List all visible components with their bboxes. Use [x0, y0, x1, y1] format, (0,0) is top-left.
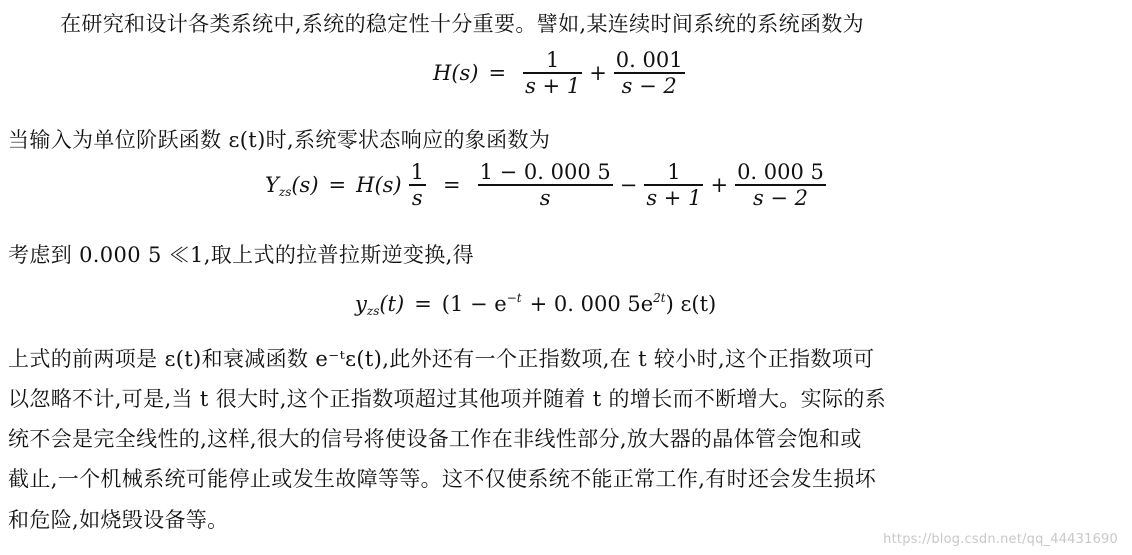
eq1-lhs: H(s): [433, 60, 479, 85]
eq3-lhs-subscript: zs: [366, 304, 380, 318]
eq2-equals-1: =: [328, 172, 347, 197]
eq2-h: H(s): [356, 172, 402, 197]
paragraph-discussion-line-3: 统不会是完全线性的,这样,很大的信号将使设备工作在非线性部分,放大器的晶体管会饱和或: [8, 427, 862, 451]
eq2-f1-denominator: s: [539, 185, 551, 210]
paragraph-intro: 在研究和设计各类系统中,系统的稳定性十分重要。譬如,某连续时间系统的系统函数为: [60, 12, 864, 36]
eq2-f3-numerator: 0. 000 5: [737, 160, 824, 184]
eq1-f2-denominator: s − 2: [621, 73, 677, 98]
eq3-term-b-exponent: 2t: [653, 291, 666, 305]
paragraph-discussion-line-4: 截止,一个机械系统可能停止或发生故障等等。这不仅使系统不能正常工作,有时还会发生损坏: [8, 467, 877, 491]
eq3-term-b: + 0. 000 5e: [529, 292, 654, 316]
equation-system-function: [433, 48, 692, 98]
paragraph-discussion-line-5: 和危险,如烧毁设备等。: [8, 508, 229, 532]
eq3-term-c: ) ε(t): [665, 292, 717, 316]
eq2-plus: +: [710, 172, 729, 197]
equation-zero-state-response: [265, 160, 833, 210]
paragraph-discussion-line-2: 以忽略不计,可是,当 t 很大时,这个正指数项超过其他项并随着 t 的增长而不断增大。实际的系: [8, 387, 887, 411]
paragraph-inverse-laplace: 考虑到 0.000 5 ≪1,取上式的拉普拉斯逆变换,得: [8, 243, 475, 267]
eq2-minus: −: [619, 172, 638, 197]
eq2-fraction-3: [735, 160, 826, 210]
eq2-lhs-subscript: zs: [278, 184, 292, 199]
eq3-term-a: (1 − e: [441, 292, 507, 316]
eq1-fraction-1: [523, 48, 582, 98]
watermark: https://blog.csdn.net/qq_44431690: [883, 532, 1118, 547]
eq2-f2-numerator: 1: [667, 160, 681, 184]
eq2-f1-numerator: 1 − 0. 000 5: [479, 160, 611, 184]
eq2-fraction-1: [478, 160, 613, 210]
eq3-lhs-argument: (t): [379, 292, 405, 316]
eq2-f2-denominator: s + 1: [646, 185, 702, 210]
eq1-f1-numerator: 1: [545, 48, 560, 72]
eq1-equals: =: [488, 60, 507, 85]
eq3-term-a-exponent: −t: [506, 291, 522, 305]
eq1-plus: +: [589, 60, 607, 85]
eq2-lhs-symbol: Y: [265, 172, 279, 197]
equation-time-domain-response: [355, 290, 716, 318]
eq2-f0-denominator: s: [411, 185, 423, 210]
paragraph-discussion-line-1: 上式的前两项是 ε(t)和衰减函数 e⁻ᵗε(t),此外还有一个正指数项,在 t 较小时,这个正指数项可: [8, 347, 875, 371]
eq2-f3-denominator: s − 2: [752, 185, 809, 210]
eq1-f1-denominator: s + 1: [525, 73, 581, 98]
paragraph-step-input: 当输入为单位阶跃函数 ε(t)时,系统零状态响应的象函数为: [8, 128, 551, 152]
eq2-equals-2: =: [443, 172, 461, 197]
eq3-lhs-symbol: y: [355, 292, 367, 316]
eq2-lhs-argument: (s): [291, 172, 319, 197]
eq1-f2-numerator: 0. 001: [615, 48, 683, 72]
eq2-f0-numerator: 1: [410, 160, 424, 184]
eq1-fraction-2: [614, 48, 685, 98]
eq2-fraction-2: [644, 160, 703, 210]
eq3-equals: =: [414, 292, 432, 316]
eq2-fraction-0: [409, 160, 426, 210]
